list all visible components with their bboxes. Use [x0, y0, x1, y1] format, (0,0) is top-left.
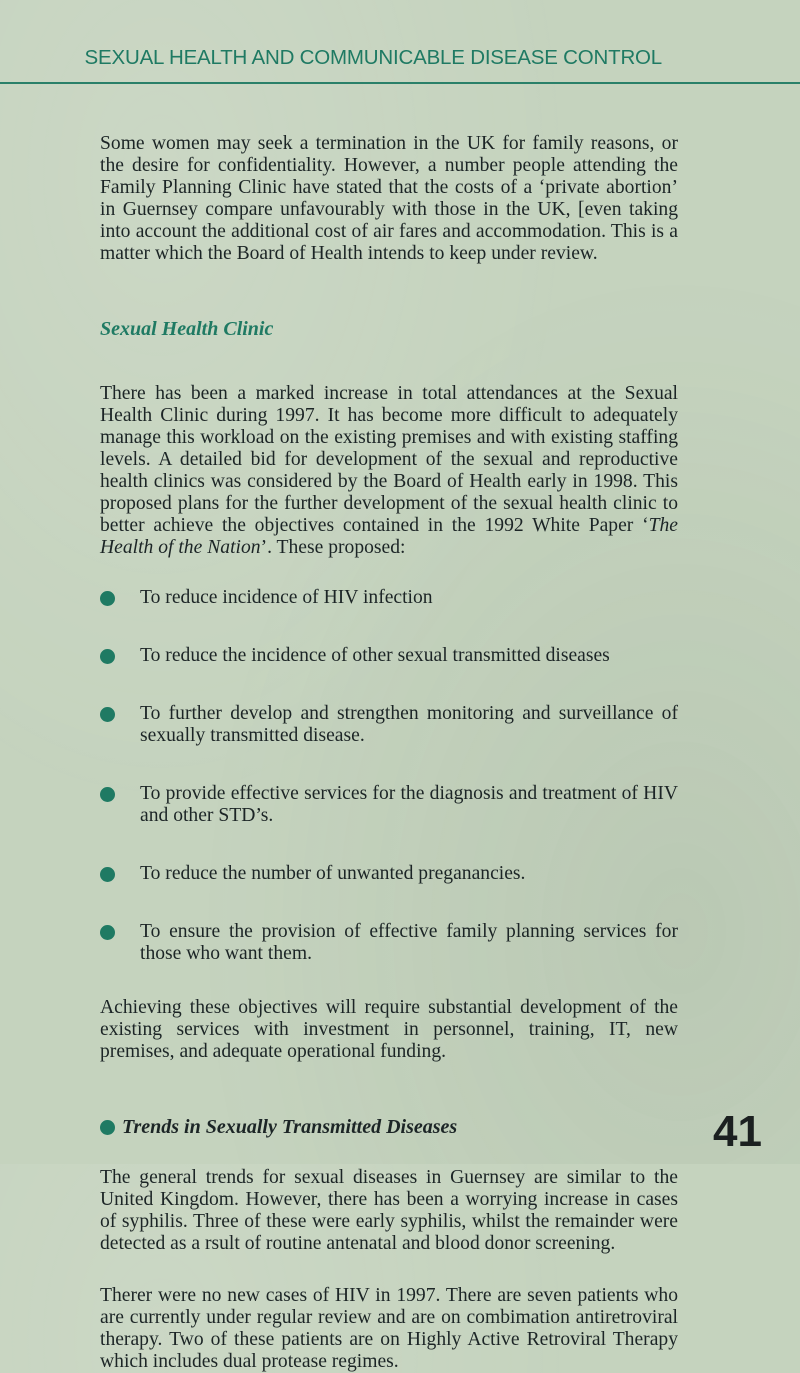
- clinic-paragraph-end: ’. These proposed:: [260, 537, 406, 558]
- objectives-list: [100, 587, 678, 965]
- list-item: [100, 863, 678, 885]
- header-rule: [0, 82, 800, 84]
- white-paper-title: The Health of the Nation: [100, 515, 678, 558]
- list-item-text: To ensure the provision of effective family planning services for those who want them.: [140, 921, 678, 964]
- bullet-dot-icon: [100, 649, 115, 664]
- clinic-paragraph-text: There has been a marked increase in total attendances at the Sexual Health Clinic during 1997. It has become more difficult to adequately manage this workload on the existing premises and with existing staffing levels. A detailed bid for development of the sexual and reproductive health clinics was considered by the Board of Health early in 1998. This proposed plans for the further development of the sexual health clinic to better achieve the objectives contained in the 1992 White Paper ‘: [100, 383, 678, 536]
- bullet-dot-icon: [100, 867, 115, 882]
- list-item-text: To reduce incidence of HIV infection: [140, 587, 433, 608]
- intro-paragraph: Some women may seek a termination in the UK for family reasons, or the desire for confidentiality. However, a number people attending the Family Planning Clinic have stated that the costs of a ‘private abortion’ in Guernsey compare unfavourably with those in the UK, [even taking into account the additional cost of air fares and accommodation. This is a matter which the Board of Health intends to keep under review.: [100, 133, 678, 264]
- page-number: 41: [713, 1107, 762, 1156]
- clinic-paragraph: [100, 383, 678, 559]
- list-item: [100, 703, 678, 747]
- page-content: [100, 133, 678, 1373]
- trends-paragraph-2: Therer were no new cases of HIV in 1997. There are seven patients who are currently under regular review and are on combimation antiretroviral therapy. Two of these patients are on Highly Active Retroviral Therapy which includes dual protease regimes.: [100, 1285, 678, 1372]
- section-heading: Sexual Health Clinic: [100, 318, 274, 340]
- list-item: [100, 921, 678, 965]
- running-header: SEXUAL HEALTH AND COMMUNICABLE DISEASE CONTROL: [84, 46, 662, 69]
- list-item-text: To further develop and strengthen monitoring and surveillance of sexually transmitted disease.: [140, 703, 678, 746]
- list-item: [100, 645, 678, 667]
- bullet-dot-icon: [100, 925, 115, 940]
- list-item: [100, 783, 678, 827]
- bullet-dot-icon: [100, 591, 115, 606]
- bullet-dot-icon: [100, 707, 115, 722]
- closing-paragraph: Achieving these objectives will require substantial development of the existing services with investment in personnel, training, IT, new premises, and adequate operational funding.: [100, 997, 678, 1062]
- trends-heading-text: Trends in Sexually Transmitted Diseases: [122, 1116, 458, 1138]
- bullet-dot-icon: [100, 787, 115, 802]
- trends-heading: [100, 1115, 678, 1139]
- list-item-text: To provide effective services for the diagnosis and treatment of HIV and other STD’s.: [140, 783, 678, 826]
- trends-paragraph-1: The general trends for sexual diseases in Guernsey are similar to the United Kingdom. However, there has been a worrying increase in cases of syphilis. Three of these were early syphilis, whilst the remainder were detected as a rsult of routine antenatal and blood donor screening.: [100, 1167, 678, 1254]
- list-item: [100, 587, 678, 609]
- list-item-text: To reduce the number of unwanted preganancies.: [140, 863, 526, 884]
- bullet-dot-icon: [100, 1120, 115, 1135]
- list-item-text: To reduce the incidence of other sexual transmitted diseases: [140, 645, 610, 666]
